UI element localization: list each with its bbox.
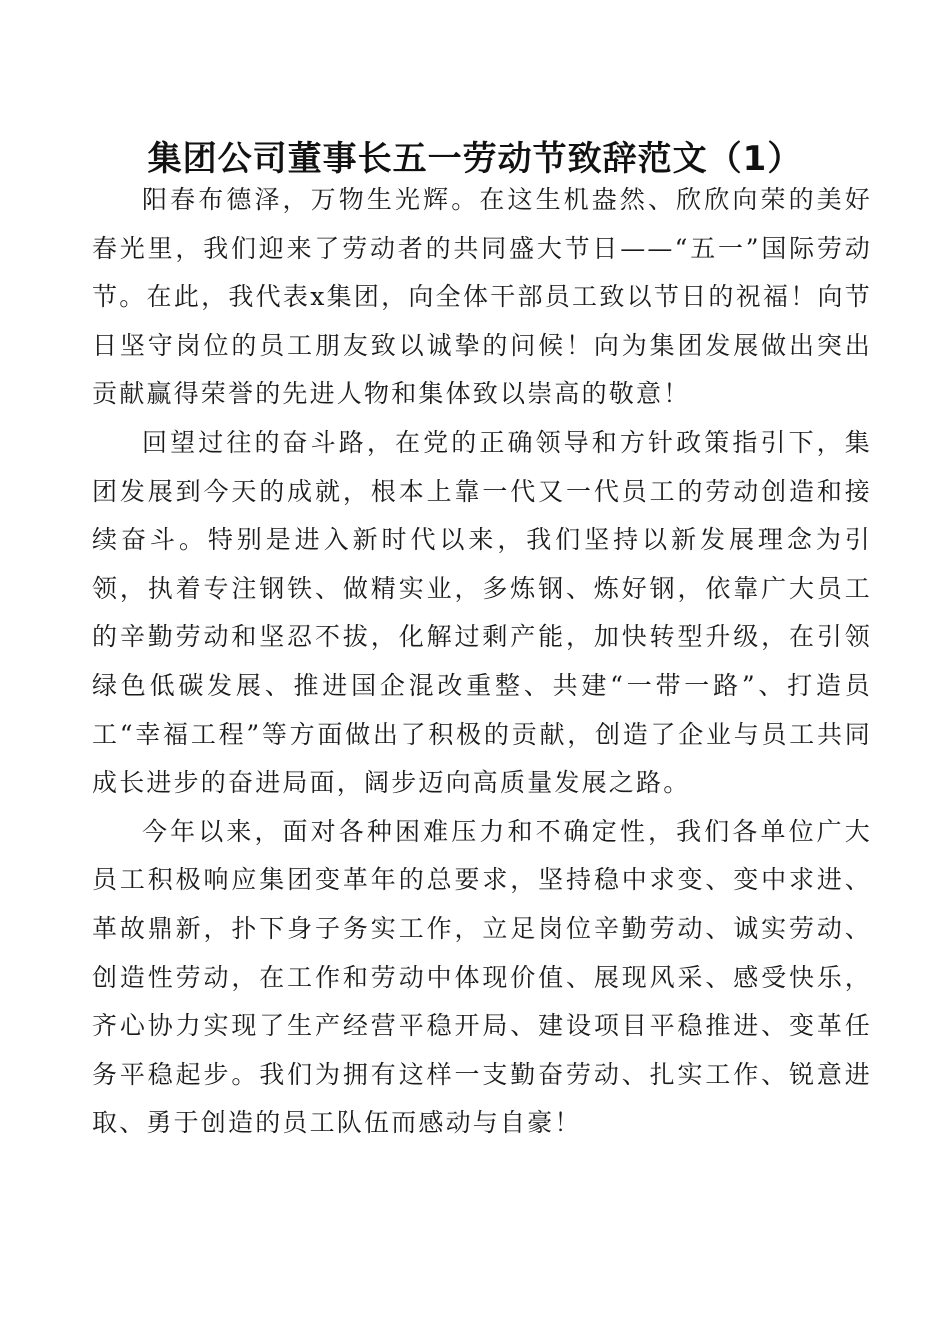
- paragraph-1: 阳春布德泽，万物生光辉。在这生机盎然、欣欣向荣的美好春光里，我们迎来了劳动者的共同盛大节日——“五一”国际劳动节。在此，我代表x集团，向全体干部员工致以节日的祝福！向节日坚守岗位的员工朋友致以诚挚的问候！向为集团发展做出突出贡献赢得荣誉的先进人物和集体致以崇高的敬意！: [92, 185, 872, 409]
- paragraph-2: 回望过往的奋斗路，在党的正确领导和方针政策指引下，集团发展到今天的成就，根本上靠一代又一代员工的劳动创造和接续奋斗。特别是进入新时代以来，我们坚持以新发展理念为引领，执着专注钢铁、做精实业，多炼钢、炼好钢，依靠广大员工的辛勤劳动和坚忍不拔，化解过剩产能，加快转型升级，在引领绿色低碳发展、推进国企混改重整、共建“一带一路”、打造员工“幸福工程”等方面做出了积极的贡献，创造了企业与员工共同成长进步的奋进局面，阔步迈向高质量发展之路。: [92, 427, 872, 798]
- document-body: [92, 176, 872, 1148]
- document-title: 集团公司董事长五一劳动节致辞范文（1）: [147, 138, 803, 179]
- paragraph-3: 今年以来，面对各种困难压力和不确定性，我们各单位广大员工积极响应集团变革年的总要求，坚持稳中求变、变中求进、革故鼎新，扑下身子务实工作，立足岗位辛勤劳动、诚实劳动、创造性劳动，在工作和劳动中体现价值、展现风采、感受快乐，齐心协力实现了生产经营平稳开局、建设项目平稳推进、变革任务平稳起步。我们为拥有这样一支勤奋劳动、扎实工作、锐意进取、勇于创造的员工队伍而感动与自豪！: [92, 816, 872, 1138]
